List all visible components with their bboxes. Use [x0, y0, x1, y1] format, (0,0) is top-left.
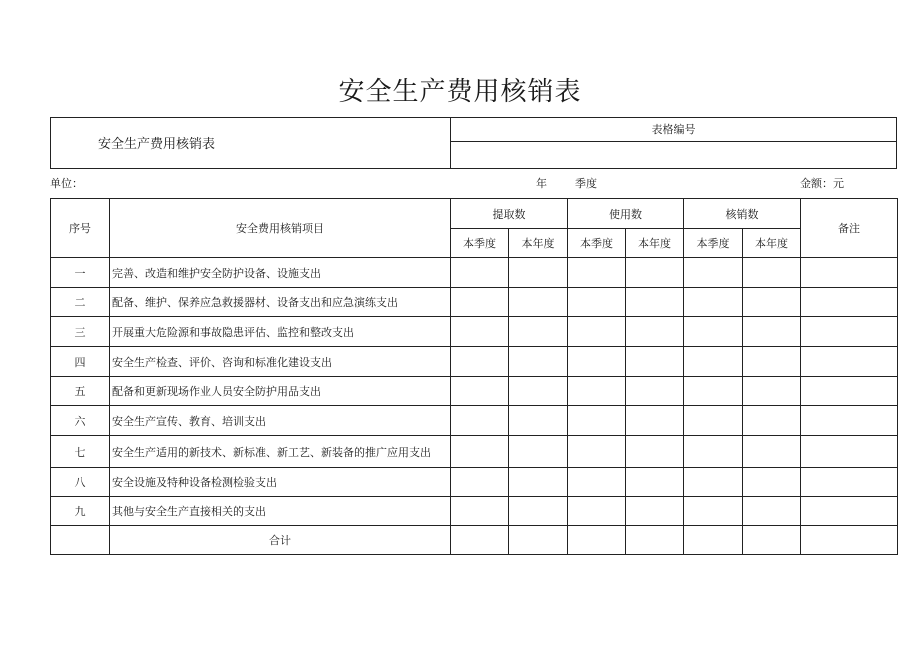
data-cell[interactable] [684, 526, 743, 555]
table-row [51, 258, 898, 288]
remark-cell[interactable] [801, 377, 898, 406]
data-cell[interactable] [568, 258, 626, 288]
row-seq: 八 [51, 468, 110, 497]
row-item: 开展重大危险源和事故隐患评估、监控和整改支出 [110, 317, 451, 347]
data-cell[interactable] [568, 526, 626, 555]
remark-cell[interactable] [801, 436, 898, 468]
data-cell[interactable] [568, 497, 626, 526]
form-name-cell [51, 118, 451, 168]
remark-cell[interactable] [801, 468, 898, 497]
data-cell[interactable] [451, 497, 509, 526]
table-row [51, 288, 898, 317]
remark-cell[interactable] [801, 526, 898, 555]
data-cell[interactable] [451, 317, 509, 347]
used-year-header: 本年度 [626, 229, 684, 258]
row-seq: 二 [51, 288, 110, 317]
col-seq-header: 序号 [51, 199, 110, 258]
group-writeoff-header: 核销数 [684, 199, 801, 229]
data-cell[interactable] [451, 526, 509, 555]
row-item: 配备和更新现场作业人员安全防护用品支出 [110, 377, 451, 406]
data-cell[interactable] [509, 258, 568, 288]
data-cell[interactable] [684, 377, 743, 406]
writeoff-year-header: 本年度 [743, 229, 801, 258]
data-cell[interactable] [509, 497, 568, 526]
remark-cell[interactable] [801, 288, 898, 317]
form-header [50, 117, 897, 169]
data-cell[interactable] [626, 436, 684, 468]
data-cell[interactable] [509, 317, 568, 347]
row-item: 安全设施及特种设备检测检验支出 [110, 468, 451, 497]
col-remark-header: 备注 [801, 199, 898, 258]
data-cell[interactable] [509, 468, 568, 497]
remark-cell[interactable] [801, 258, 898, 288]
total-label: 合计 [110, 526, 451, 555]
data-cell[interactable] [684, 406, 743, 436]
row-item: 安全生产检查、评价、咨询和标准化建设支出 [110, 347, 451, 377]
data-cell[interactable] [743, 468, 801, 497]
row-seq: 三 [51, 317, 110, 347]
data-cell[interactable] [626, 526, 684, 555]
unit-label: 单位： [50, 177, 83, 190]
row-seq: 四 [51, 347, 110, 377]
data-cell[interactable] [568, 317, 626, 347]
data-cell[interactable] [626, 406, 684, 436]
total-seq-cell [51, 526, 110, 555]
data-cell[interactable] [509, 406, 568, 436]
data-cell[interactable] [626, 377, 684, 406]
row-item: 配备、维护、保养应急救援器材、设备支出和应急演练支出 [110, 288, 451, 317]
writeoff-table [50, 198, 898, 555]
data-cell[interactable] [626, 288, 684, 317]
data-cell[interactable] [684, 317, 743, 347]
data-cell[interactable] [568, 288, 626, 317]
data-cell[interactable] [568, 377, 626, 406]
col-item-header: 安全费用核销项目 [110, 199, 451, 258]
row-item: 其他与安全生产直接相关的支出 [110, 497, 451, 526]
table-row [51, 406, 898, 436]
remark-cell[interactable] [801, 497, 898, 526]
data-cell[interactable] [743, 377, 801, 406]
remark-cell[interactable] [801, 406, 898, 436]
row-item: 完善、改造和维护安全防护设备、设施支出 [110, 258, 451, 288]
data-cell[interactable] [451, 288, 509, 317]
table-row [51, 317, 898, 347]
row-seq: 七 [51, 436, 110, 468]
withdraw-quarter-header: 本季度 [451, 229, 509, 258]
data-cell[interactable] [451, 377, 509, 406]
data-cell[interactable] [509, 347, 568, 377]
row-seq: 九 [51, 497, 110, 526]
table-row [51, 468, 898, 497]
data-cell[interactable] [451, 436, 509, 468]
remark-cell[interactable] [801, 347, 898, 377]
data-cell[interactable] [743, 406, 801, 436]
data-cell[interactable] [684, 497, 743, 526]
form-number-value[interactable] [451, 142, 896, 168]
data-cell[interactable] [626, 497, 684, 526]
year-label: 年 [536, 177, 547, 190]
data-cell[interactable] [451, 258, 509, 288]
data-cell[interactable] [743, 347, 801, 377]
remark-cell[interactable] [801, 317, 898, 347]
row-item: 安全生产适用的新技术、新标准、新工艺、新装备的推广应用支出 [110, 436, 451, 468]
table-row [51, 377, 898, 406]
form-name: 安全生产费用核销表 [98, 137, 216, 152]
data-cell[interactable] [626, 258, 684, 288]
data-cell[interactable] [568, 347, 626, 377]
data-cell[interactable] [451, 468, 509, 497]
row-item: 安全生产宣传、教育、培训支出 [110, 406, 451, 436]
data-cell[interactable] [509, 526, 568, 555]
quarter-label: 季度 [575, 177, 597, 190]
data-cell[interactable] [626, 347, 684, 377]
page-title: 安全生产费用核销表 [338, 77, 582, 107]
data-cell[interactable] [743, 526, 801, 555]
data-cell[interactable] [451, 347, 509, 377]
data-cell[interactable] [626, 468, 684, 497]
data-cell[interactable] [743, 436, 801, 468]
table-row [51, 347, 898, 377]
data-cell[interactable] [743, 288, 801, 317]
amount-label: 金额：元 [800, 177, 844, 190]
used-quarter-header: 本季度 [568, 229, 626, 258]
data-cell[interactable] [743, 258, 801, 288]
data-cell[interactable] [509, 436, 568, 468]
data-cell[interactable] [509, 288, 568, 317]
data-cell[interactable] [626, 317, 684, 347]
group-withdraw-header: 提取数 [451, 199, 568, 229]
withdraw-year-header: 本年度 [509, 229, 568, 258]
row-seq: 一 [51, 258, 110, 288]
data-cell[interactable] [568, 468, 626, 497]
data-cell[interactable] [451, 406, 509, 436]
writeoff-quarter-header: 本季度 [684, 229, 743, 258]
data-cell[interactable] [743, 497, 801, 526]
data-cell[interactable] [743, 317, 801, 347]
data-cell[interactable] [568, 406, 626, 436]
data-cell[interactable] [684, 288, 743, 317]
data-cell[interactable] [684, 436, 743, 468]
unit-row [50, 169, 897, 198]
group-used-header: 使用数 [568, 199, 684, 229]
data-cell[interactable] [509, 377, 568, 406]
data-cell[interactable] [684, 468, 743, 497]
data-cell[interactable] [684, 347, 743, 377]
form-number-label: 表格编号 [451, 118, 896, 142]
table-row [51, 436, 898, 468]
data-cell[interactable] [568, 436, 626, 468]
total-row [51, 526, 898, 555]
row-seq: 五 [51, 377, 110, 406]
row-seq: 六 [51, 406, 110, 436]
data-cell[interactable] [684, 258, 743, 288]
table-row [51, 497, 898, 526]
